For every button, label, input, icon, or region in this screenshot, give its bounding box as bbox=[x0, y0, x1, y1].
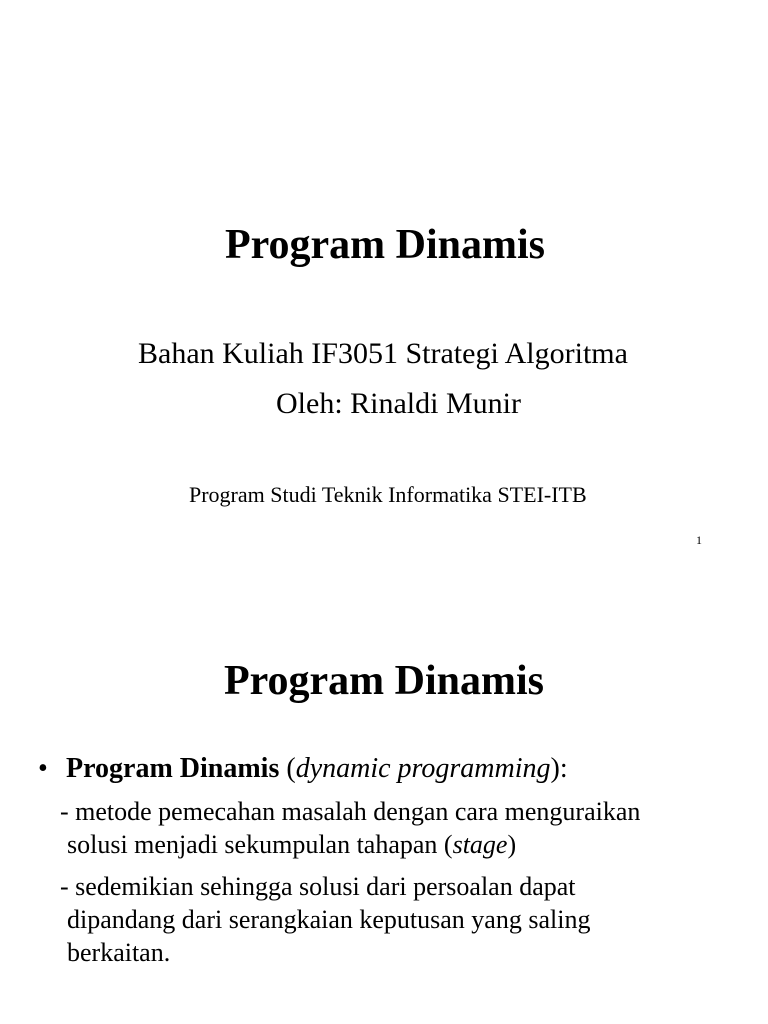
point-2-line-3: berkaitan. bbox=[67, 938, 171, 967]
point-1-text: solusi menjadi sekumpulan tahapan ( bbox=[67, 830, 453, 859]
page-number: 1 bbox=[696, 533, 702, 547]
institution-line: Program Studi Teknik Informatika STEI-ITB bbox=[189, 482, 587, 507]
bullet-term: Program Dinamis bbox=[66, 753, 280, 784]
author-line: Oleh: Rinaldi Munir bbox=[276, 387, 521, 420]
point-1-line-1: - metode pemecahan masalah dengan cara menguraikan bbox=[60, 797, 641, 826]
slide-title: Program Dinamis bbox=[224, 222, 546, 268]
point-2-line-2: dipandang dari serangkaian keputusan yang saling bbox=[67, 905, 591, 934]
bullet-term-english: dynamic programming bbox=[295, 753, 551, 784]
slide-2 bbox=[0, 576, 768, 1024]
point-2-line-1: - sedemikian sehingga solusi dari persoalan dapat bbox=[60, 872, 576, 901]
definition-point-2 bbox=[60, 870, 740, 969]
close-paren: ): bbox=[550, 753, 568, 784]
open-paren: ( bbox=[279, 753, 296, 784]
bullet-definition bbox=[38, 751, 568, 787]
slide-title: Program Dinamis bbox=[223, 658, 545, 704]
definition-point-1 bbox=[60, 795, 740, 861]
point-1-line-2 bbox=[60, 828, 740, 861]
bullet-icon: • bbox=[38, 753, 48, 784]
point-1-stage: stage bbox=[452, 830, 508, 859]
point-1-close: ) bbox=[507, 830, 517, 859]
course-subtitle: Bahan Kuliah IF3051 Strategi Algoritma bbox=[138, 337, 628, 370]
